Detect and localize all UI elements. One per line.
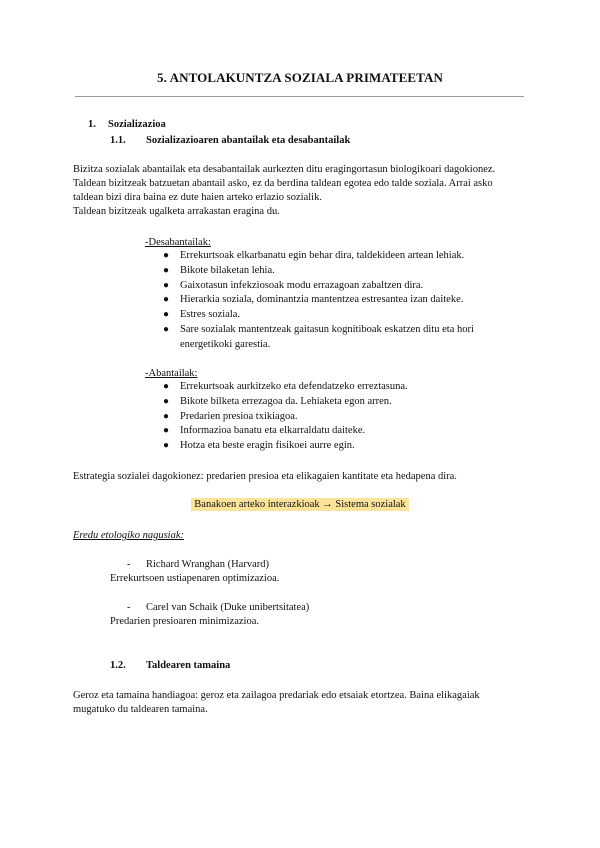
intro-line: Taldean bizitzeak ugalketa arrakastan eragina du. bbox=[73, 206, 280, 217]
models-heading: Eredu etologiko nagusiak: bbox=[73, 530, 185, 541]
bullet-icon: ● bbox=[163, 440, 170, 452]
bullet-icon: ● bbox=[163, 410, 170, 422]
list-item: ● Errekurtsoak aurkitzeko eta defendatzeko erreztasuna. bbox=[163, 380, 408, 395]
bullet-icon: ● bbox=[163, 250, 170, 261]
bullet-icon: ● bbox=[163, 323, 170, 335]
model-name: Richard Wranghan (Harvard) bbox=[146, 559, 269, 570]
advantages-label: -Abantailak: bbox=[145, 368, 198, 379]
list-item: ● Predarien presioa txikiagoa. bbox=[163, 410, 408, 425]
list-item: ● Hotza eta beste eragin fisikoei aurre egin. bbox=[163, 439, 408, 454]
model-dash: - bbox=[127, 602, 131, 613]
bullet-icon: ● bbox=[163, 294, 170, 306]
disadvantages-list bbox=[163, 249, 474, 353]
list-item: ● Estres soziala. bbox=[163, 308, 474, 323]
list-item: ● Bikote bilketa errezagoa da. Lehiaketa egon arren. bbox=[163, 395, 408, 410]
list-item: ● Informazioa banatu eta elkarraldatu daiteke. bbox=[163, 424, 408, 439]
highlight-line bbox=[0, 498, 600, 512]
section-1-number: 1. bbox=[88, 119, 96, 130]
bullet-icon: ● bbox=[163, 425, 170, 437]
section-1-2-title: Taldearen tamaina bbox=[146, 660, 231, 671]
list-item: ● Sare sozialak mantentzeak gaitasun kognitiboak eskatzen ditu eta hori bbox=[163, 323, 474, 338]
list-item: ● Gaixotasun infekziosoak modu errazagoan zabaltzen dira. bbox=[163, 279, 474, 294]
model-name: Carel van Schaik (Duke unibertsitatea) bbox=[146, 602, 310, 613]
model-dash: - bbox=[127, 559, 131, 570]
strategy-text: Estrategia sozialei dagokionez: predarien presioa eta elikagaien kantitate eta hedapena dira. bbox=[73, 471, 457, 482]
intro-line: taldean bizi dira baina ez dute haien arteko erlazio sozialik. bbox=[73, 192, 322, 203]
list-item: ● Bikote bilaketan lehia. bbox=[163, 264, 474, 279]
highlighted-text: Banakoen arteko interazkioak → Sistema sozialak bbox=[191, 498, 408, 511]
bullet-icon: ● bbox=[163, 395, 170, 407]
disadvantages-label: -Desabantailak: bbox=[145, 237, 211, 248]
title-divider bbox=[75, 96, 524, 97]
section-1-1-number: 1.1. bbox=[110, 135, 126, 146]
section-1-title: Sozializazioa bbox=[108, 119, 166, 130]
bullet-icon: ● bbox=[163, 309, 170, 321]
intro-line: Taldean bizitzeak batzuetan abantail asko, ez da berdina taldean egotea edo talde soziala. Arrai asko bbox=[73, 178, 493, 189]
list-item: ● Errekurtsoak elkarbanatu egin behar dira, taldekideen artean lehiak. bbox=[163, 249, 474, 264]
bullet-icon: ● bbox=[163, 279, 170, 291]
size-text-line: Geroz eta tamaina handiagoa: geroz eta zailagoa predariak edo etsaiak etortzea. Baina elikagaiak bbox=[73, 690, 480, 701]
model-description: Predarien presioaren minimizazioa. bbox=[110, 616, 259, 627]
bullet-icon: ● bbox=[163, 381, 170, 392]
section-1-1-title: Sozializazioaren abantailak eta desabantailak bbox=[146, 135, 351, 146]
list-item: ● Hierarkia soziala, dominantzia mantentzea estresantea izan daiteke. bbox=[163, 293, 474, 308]
list-item-continuation: energetikoki garestia. bbox=[180, 338, 271, 350]
section-1-2-number: 1.2. bbox=[110, 660, 126, 671]
size-text-line: mugatuko du taldearen tamaina. bbox=[73, 704, 208, 715]
intro-line: Bizitza sozialak abantailak eta desabantailak aurkezten ditu eragingortasun biologikoari dagokionez. bbox=[73, 164, 496, 175]
bullet-icon: ● bbox=[163, 264, 170, 276]
page-title: 5. ANTOLAKUNTZA SOZIALA PRIMATEETAN bbox=[157, 70, 443, 85]
advantages-list bbox=[163, 380, 408, 454]
model-description: Errekurtsoen ustiapenaren optimizazioa. bbox=[110, 573, 280, 584]
